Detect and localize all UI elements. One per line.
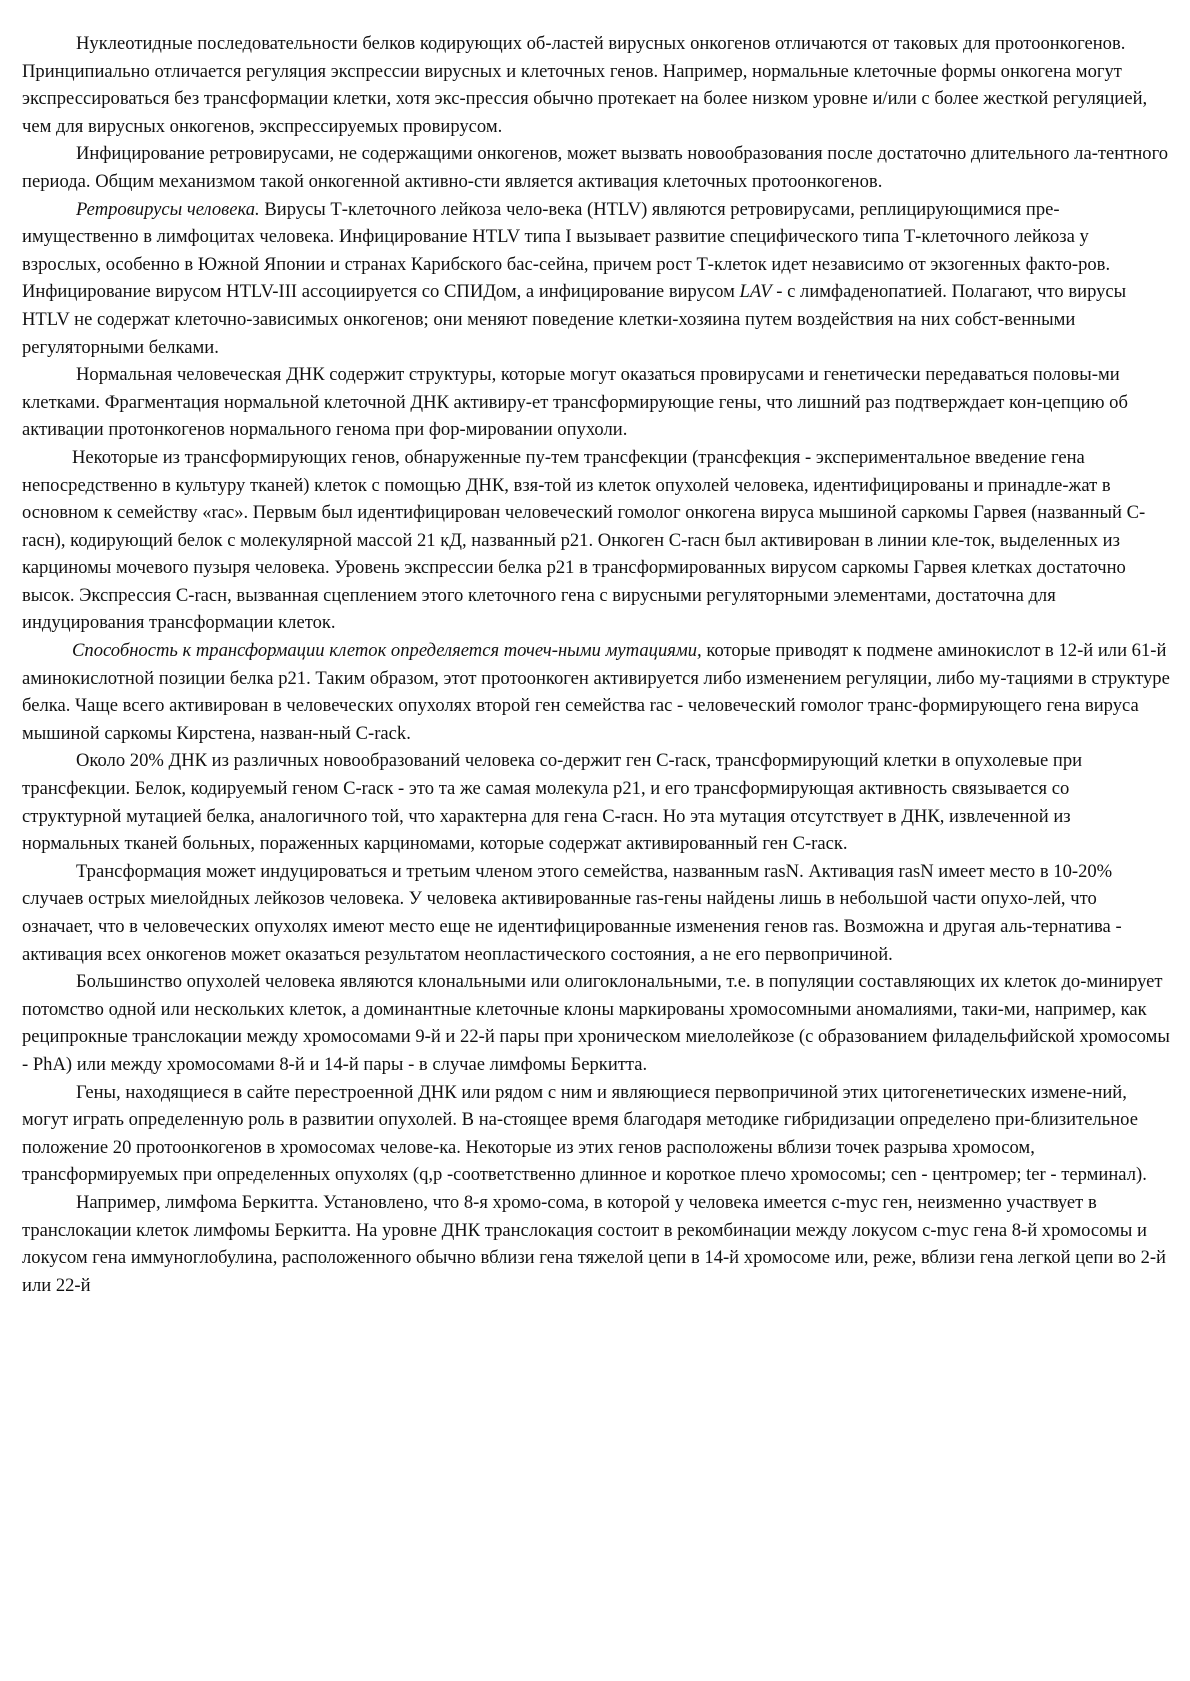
paragraph-11: Например, лимфома Беркитта. Установлено, что 8-я хромо-сома, в которой у человека имеется c-myc ген, неизменно участвует в транслокации клеток лимфомы Беркитта. На уровне ДНК транслокация состоит в рекомбинации между локусом c-myc гена 8-й хромосомы и локусом гена иммуноглобулина, расположенного обычно вблизи гена тяжелой цепи в 14-й хромосоме или, реже, вблизи гена легкой цепи во 2-й или 22-й	[22, 1191, 1167, 1296]
paragraph-7: Около 20% ДНК из различных новообразований человека со-держит ген С-rаск, трансформирующий клетки в опухолевые при трансфекции. Белок, кодируемый геном С-rаск - это та же самая молекула p21, и его трансформирующая активность связывается со структурной мутацией белка, аналогичного той, что характерна для гена С-rасн. Но эта мутация отсутствует в ДНК, извлеченной из нормальных тканей больных, пораженных карциномами, которые содержат активированный ген С-rаск.	[22, 750, 1083, 855]
paragraph-9: Большинство опухолей человека являются клональными или олигоклональными, т.е. в популяции составляющих их клеток до-минирует потомство одной или нескольких клеток, а доминантные клеточные клоны маркированы хромосомными аномалиями, таки-ми, например, как реципрокные транслокации между хромосомами 9-й и 22-й пары при хроническом миелолейкозе (с образованием филадельфийской хромосомы - PhA) или между хромосомами 8-й и 14-й пары - в случае лимфомы Беркитта.	[22, 971, 1170, 1075]
document-page	[22, 30, 1170, 1299]
paragraph-5: Некоторые из трансформирующих генов, обнаруженные пу-тем трансфекции (трансфекция - экспериментальное введение гена непосредственно в культуру тканей) клеток с помощью ДНК, взя-той из клеток опухолей человека, идентифицированы и принадле-жат в основном к семейству «rас». Первым был идентифицирован человеческий гомолог онкогена вируса мышиной саркомы Гарвея (названный С-rасн), кодирующий белок с молекулярной массой 21 кД, названный p21. Онкоген С-rасн был активирован в линии кле-ток, выделенных из карциномы мочевого пузыря человека. Уровень экспрессии белка p21 в трансформированных вирусом саркомы Гарвея клетках достаточно высок. Экспрессия С-rасн, вызванная сцеплением этого клеточного гена с вирусными регуляторными элементами, достаточна для индуцирования трансформации клеток.	[22, 446, 1146, 634]
paragraph-3-text: Вирусы Т-клеточного лейкоза чело-века (HTLV) являются ретровирусами, реплицирующимися пре-имущественно в лимфоцитах человека. Инфицирование HTLV типа I вызывает развитие специфического типа Т-клеточного лейкоза у взрослых, особенно в Южной Японии и странах Карибского бас-сейна, причем рост Т-клеток идет независимо от экзогенных факто-ров. Инфицирование вирусом HTLV-III ассоциируется со СПИДом, а инфицирование вирусом	[22, 198, 1111, 303]
paragraph-3-italic-lav: LAV	[739, 281, 772, 303]
paragraph-4: Нормальная человеческая ДНК содержит структуры, которые могут оказаться провирусами и генетически передаваться половы-ми клетками. Фрагментация нормальной клеточной ДНК активиру-ет трансформирующие гены, что лишний раз подтверждает кон-цепцию об активации протонкогенов нормального генома при фор-мировании опухоли.	[22, 364, 1128, 441]
paragraph-6	[22, 637, 1170, 747]
paragraph-6-italic-heading: Способность к трансформации клеток определяется точеч-ными мутациями,	[72, 640, 702, 662]
paragraph-1: Нуклеотидные последовательности белков кодирующих об-ластей вирусных онкогенов отличаются от таковых для протоонкогенов. Принципиально отличается регуляция экспрессии вирусных и клеточных генов. Например, нормальные клеточные формы онкогена могут экспрессироваться без трансформации клетки, хотя экс-прессия обычно протекает на более низком уровне и/или с более жесткой регуляцией, чем для вирусных онкогенов, экспрессируемых провирусом.	[22, 33, 1148, 137]
paragraph-3-text-end: - с лимфаденопатией. Полагают, что вирусы HTLV не содержат клеточно-зависимых онкогенов; они меняют поведение клетки-хозяина путем воздействия на них собст-венными регуляторными белками.	[22, 281, 1127, 358]
paragraph-6-text: которые приводят к подмене аминокислот в 12-й или 61-й аминокислотной позиции белка p21. Таким образом, этот протоонкоген активируется либо изменением регуляции, либо му-тациями в структуре белка. Чаще всего активирован в человеческих опухолях второй ген семейства rас - человеческий гомолог транс-формирующего гена вируса мышиной саркомы Кирстена, назван-ный С-rack.	[22, 640, 1170, 744]
paragraph-2: Инфицирование ретровирусами, не содержащими онкогенов, может вызвать новообразования после достаточно длительного ла-тентного периода. Общим механизмом такой онкогенной активно-сти является активация клеточных протоонкогенов.	[22, 143, 1169, 192]
paragraph-8: Трансформация может индуцироваться и третьим членом этого семейства, названным rasN. Активация rasN имеет место в 10-20% случаев острых миелойдных лейкозов человека. У человека активированные ras-гены найдены лишь в небольшой части опухо-лей, что означает, что в человеческих опухолях имеют место еще не идентифицированные изменения генов ras. Возможна и другая аль-тернатива - активация всех онкогенов может оказаться результатом неопластического состояния, а не его первопричиной.	[22, 860, 1122, 965]
paragraph-3-italic-heading: Ретровирусы человека.	[76, 198, 260, 220]
paragraph-10: Гены, находящиеся в сайте перестроенной ДНК или рядом с ним и являющиеся первопричиной этих цитогенетических измене-ний, могут играть определенную роль в развитии опухолей. В на-стоящее время благодаря методике гибридизации определено при-близительное положение 20 протоонкогенов в хромосомах челове-ка. Некоторые из этих генов расположены вблизи точек разрыва хромосом, трансформируемых при определенных опухолях (q,p -соответственно длинное и короткое плечо хромосомы; cen - центромер; ter - терминал).	[22, 1081, 1147, 1186]
paragraph-3	[22, 196, 1170, 362]
